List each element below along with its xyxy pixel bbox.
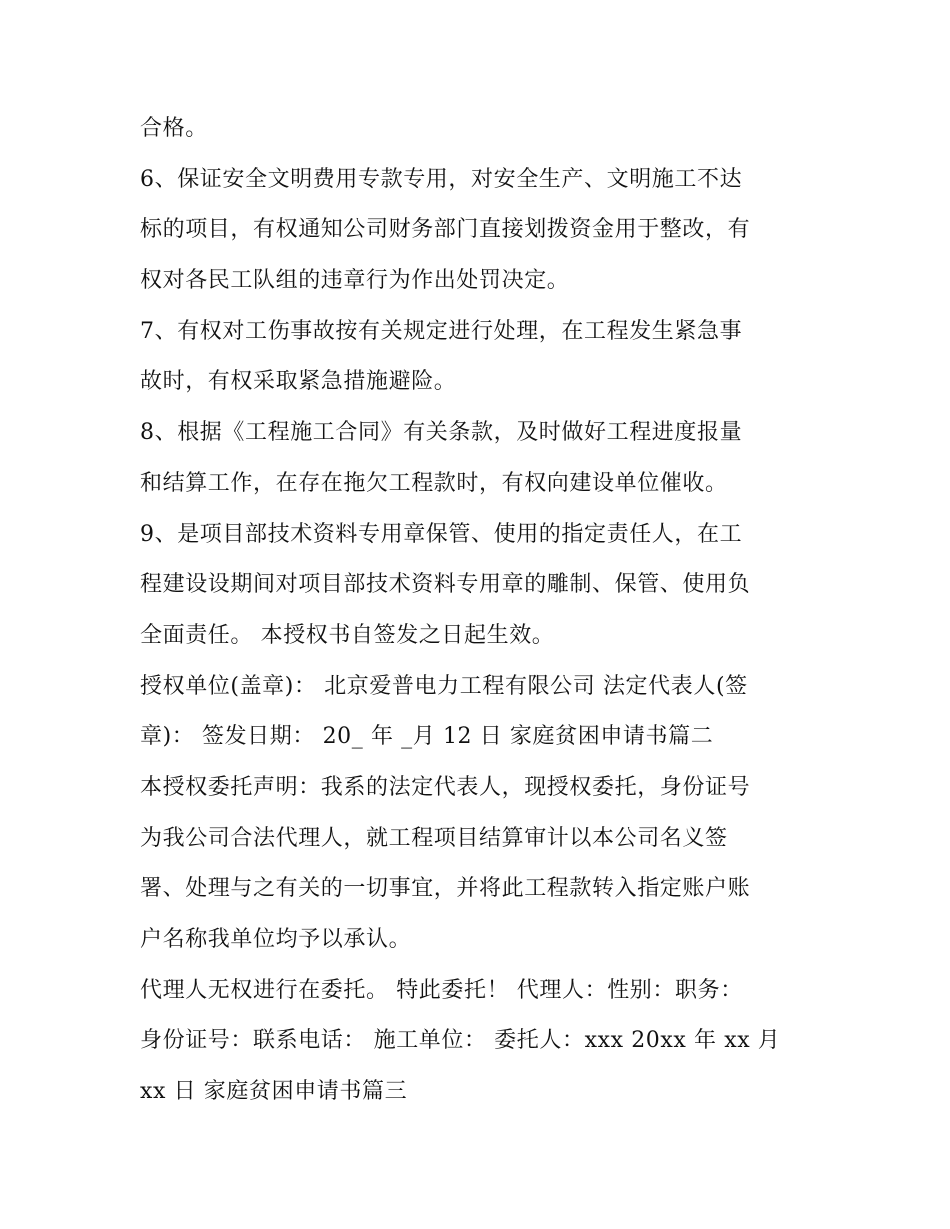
text-line: 授权单位(盖章)： 北京爱普电力工程有限公司 法定代表人(签 [140,673,748,699]
text-line: 本授权委托声明：我系的法定代表人，现授权委托，身份证号 [140,774,751,800]
text-line: 署、处理与之有关的一切事宜，并将此工程款转入指定账户账 [140,876,751,902]
text-line: 7、有权对工伤事故按有关规定进行处理，在工程发生紧急事 [140,318,743,344]
text-line: xx 日 家庭贫困申请书篇三 [140,1079,408,1105]
text-line: 故时，有权采取紧急措施避险。 [140,369,457,395]
text-line: 8、根据《工程施工合同》有关条款，及时做好工程进度报量 [140,420,743,446]
text-line: 身份证号：联系电话： 施工单位： 委托人：xxx 20xx 年 xx 月 [140,1028,781,1054]
text-line: 程建设设期间对项目部技术资料专用章的雕制、保管、使用负 [140,572,751,598]
text-line: 合格。 [140,116,208,141]
document-body [140,104,820,1118]
text-line: 户名称我单位均予以承认。 [140,927,412,952]
text-line: 和结算工作，在存在拖欠工程款时，有权向建设单位催收。 [140,470,728,496]
text-line: 权对各民工队组的违章行为作出处罚决定。 [140,268,570,294]
text-line: 为我公司合法代理人，就工程项目结算审计以本公司名义签 [140,825,728,851]
text-line: 6、保证安全文明费用专款专用，对安全生产、文明施工不达 [140,166,743,192]
text-line: 9、是项目部技术资料专用章保管、使用的指定责任人，在工 [140,521,743,547]
text-line: 全面责任。 本授权书自签发之日起生效。 [140,622,555,648]
text-line: 章)： 签发日期： 20_ 年 _月 12 日 家庭贫困申请书篇二 [140,724,714,750]
text-line: 代理人无权进行在委托。 特此委托！ 代理人：性别：职务： [140,977,743,1003]
text-line: 标的项目，有权通知公司财务部门直接划拨资金用于整改，有 [140,217,751,243]
